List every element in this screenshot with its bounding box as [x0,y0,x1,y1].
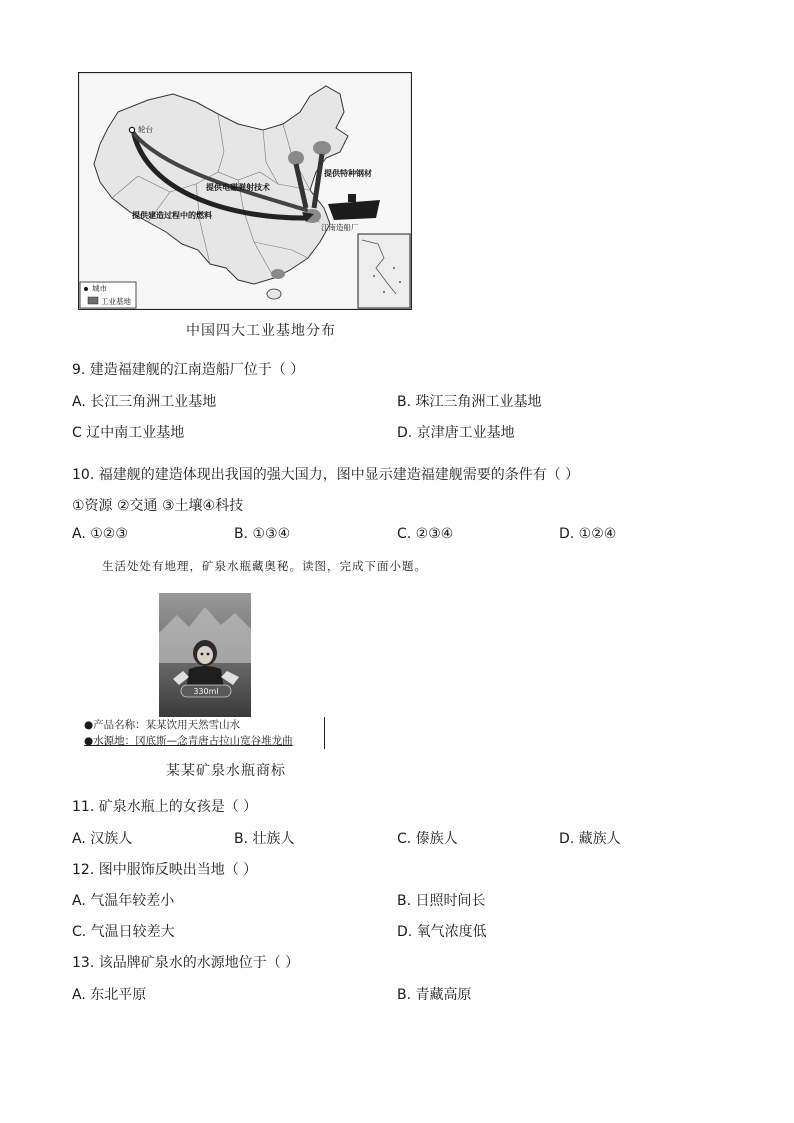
question-10-option-a[interactable]: A. ①②③ [72,526,128,542]
south-china-sea-inset [358,234,410,308]
bottle-label-info-box [84,717,325,749]
question-12-stem: 12. 图中服饰反映出当地（ ） [72,862,258,878]
question-10-option-d[interactable]: D. ①②④ [559,526,617,542]
question-9-stem: 9. 建造福建舰的江南造船厂位于（ ） [72,362,305,378]
industrial-base-pearl-delta [271,269,285,279]
fuel-label: 提供建造过程中的燃料 [132,211,212,220]
question-10-option-b[interactable]: B. ①③④ [234,526,291,542]
question-11-option-c[interactable]: C. 傣族人 [397,831,458,847]
question-11-stem: 11. 矿泉水瓶上的女孩是（ ） [72,799,258,815]
question-9-option-d[interactable]: D. 京津唐工业基地 [397,425,515,441]
shipyard-label: 江南造船厂 [321,223,359,232]
question-11-option-a[interactable]: A. 汉族人 [72,831,133,847]
question-11-option-d[interactable]: D. 藏族人 [559,831,621,847]
question-12-option-b[interactable]: B. 日照时间长 [397,893,486,909]
question-9-option-c[interactable]: C 辽中南工业基地 [72,425,185,441]
bottle-label-photo [159,593,251,717]
question-10-option-c[interactable]: C. ②③④ [397,526,454,542]
question-12-option-c[interactable]: C. 气温日较差大 [72,924,175,940]
luntai-city-dot [129,127,134,132]
steel-label: 提供特种钢材 [324,169,372,178]
industrial-base-jingjintang [288,151,304,165]
water-source-text: ●水源地：冈底斯—念青唐古拉山宽谷堆龙曲 [84,735,293,747]
bottle-section-intro: 生活处处有地理，矿泉水瓶藏奥秘。读图，完成下面小题。 [102,559,427,573]
question-9-option-b[interactable]: B. 珠江三角洲工业基地 [397,394,542,410]
product-name-text: ●产品名称：某某饮用天然雪山水 [84,719,241,731]
bottle-photo-drawing [159,593,251,717]
question-13-option-b[interactable]: B. 青藏高原 [397,987,472,1003]
question-13-stem: 13. 该品牌矿泉水的水源地位于（ ） [72,955,300,971]
question-13-option-a[interactable]: A. 东北平原 [72,987,147,1003]
bottle-volume-label: 330ml [193,687,219,696]
china-map-drawing [78,72,412,310]
industrial-base-liaozhongnan [313,141,331,155]
question-12-option-d[interactable]: D. 氧气浓度低 [397,924,487,940]
map-caption: 中国四大工业基地分布 [186,323,336,339]
luntai-label: 轮台 [138,125,153,134]
legend-city-label: 城市 [92,284,107,293]
legend-industrial-base-label: 工业基地 [101,297,131,306]
bottle-caption: 某某矿泉水瓶商标 [166,763,286,779]
question-10-stem: 10. 福建舰的建造体现出我国的强大国力，图中显示建造福建舰需要的条件有（ ） [72,467,580,483]
question-11-option-b[interactable]: B. 壮族人 [234,831,295,847]
china-industrial-map [78,72,412,310]
question-10-items: ①资源 ②交通 ③土壤④科技 [72,498,244,514]
question-12-option-a[interactable]: A. 气温年较差小 [72,893,175,909]
question-9-option-a[interactable]: A. 长江三角洲工业基地 [72,394,217,410]
em-catapult-label: 提供电磁弹射技术 [206,183,270,192]
